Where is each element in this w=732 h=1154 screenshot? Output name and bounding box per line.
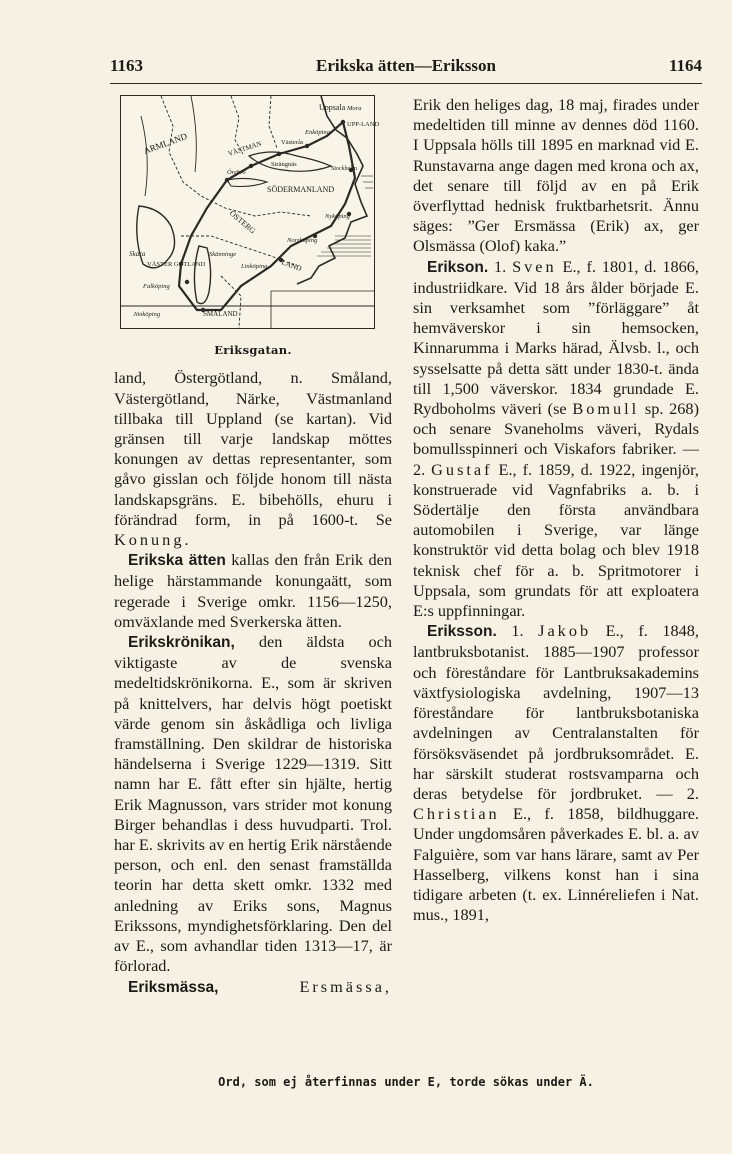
paragraph-text: land, Östergötland, n. Småland, Västergötland, Närke, Västmanland tillbaka till Uppland (se kartan). Vid gränsen till varje landskap möttes konungen av dettas representanter, som gåvo gisslan och följde honom till nästa landskapsgräns. E. bibehölls, ehuru i förändrad form, in på 1600-t. Se	[114, 368, 392, 529]
map-label: Nyköping	[325, 213, 350, 220]
page-footer-note: Ord, som ej återfinnas under E, torde sökas under Ä.	[218, 1075, 594, 1089]
entry-keyword: Eriksson.	[427, 623, 497, 641]
paragraph: Erik den heliges dag, 18 maj, firades under medeltiden till minne av dennes död 1160. I Uppsala hölls till 1895 en marknad vid E. Runstavarna ange dagen med krona och ax, det senare till följd av en på Erik överflyttad hednisk fruktbarhetsrit. Ännu säges: ”Ger Ersmässa (Erik) ax, ger Olsmässa (Olof) kaka.”	[413, 95, 699, 256]
cross-reference: Ersmässa,	[299, 976, 392, 996]
map-label: Uppsala	[319, 103, 346, 112]
entry-text: sp. 268) och senare Svaneholms väveri, Rydals bomullsspinneri och Viskafors fabriker. — 2.	[413, 399, 699, 479]
map-label: Skara	[129, 250, 146, 258]
person-name: Christian	[413, 804, 500, 824]
entry-keyword: Erikson.	[427, 258, 489, 276]
map-label: Strängnäs	[271, 161, 297, 168]
entry-keyword: Eriksmässa,	[128, 978, 219, 996]
entry-keyword: Erikskrönikan,	[128, 634, 235, 652]
entry-text: kallas den från Erik den helige härstammande konungaätt, som regerade i Sverige omkr. 1156—1250, omväxlande med Sverkerska ätten.	[114, 550, 393, 631]
map-label: VÄSTMAN	[227, 139, 263, 158]
entry-text: 1.	[496, 621, 539, 641]
header-rule	[110, 83, 702, 84]
map-label: ARMLAND	[142, 130, 189, 156]
entry-text: 1.	[488, 256, 513, 276]
map-label: Örebro	[227, 169, 246, 176]
entry-text: den äldsta och viktigaste av de svenska medeltidskrönikorna. E., som är skriven på knittelvers, har delvis högt poetiskt värde genom sin åskådliga och livliga framställning. Den skildrar de historiska händelserna i Sverige 1229—1319. Sitt namn har E. fått efter sin hjälte, hertig Erik Magnusson, vars strider mot konung Birger behandlas i dess huvudparti. Trol. har E. skrivits av en hertig Erik närstående person, och enl. den senast framställda teorin har detta skett omkr. 1332 med anledning av Eriks sons, Magnus Erikssons, myndighetsförklaring. Den del av E., som avhandlar tiden 1313—17, är förlorad.	[114, 632, 392, 976]
page-number-left: 1163	[110, 56, 144, 75]
page-number-right: 1164	[668, 56, 702, 75]
map-label: Skänninge	[209, 251, 237, 258]
map-label: Falköping	[143, 283, 170, 290]
paragraph	[114, 368, 392, 550]
map-label: Västerås	[281, 139, 304, 146]
entry-text: E., f. 1858, bildhuggare. Under ungdomsåren påverkades E. bl. a. av Falguière, som var hans lärare, samt av Per Hasselberg, vilkens konst han i sina tidigare arbeten (t. ex. Linnéreliefen i Nat. mus., 1891,	[413, 804, 699, 925]
person-name: Jakob	[538, 621, 592, 641]
map-label: VÄSTER GÖTLAND	[147, 261, 206, 268]
page-header	[110, 56, 702, 82]
entry-text: E., f. 1848, lantbruksbotanist. 1885—1907 professor och föreståndare för Lantbruksakademins växtfysiologiska avdelning, 1907—13 föreståndare för lantbruksbotaniska avdelningen av Centralanstalten för försöksväsendet på jordbruksområdet. E. har särskilt studerat rostsvamparna och deras betydelse för jordbruket. — 2.	[413, 621, 700, 803]
map-label: Enköping	[305, 129, 330, 136]
right-column	[413, 95, 699, 925]
entry-eriksmassa	[114, 977, 392, 998]
map-label: Mora	[347, 105, 362, 112]
map-label: Stockholm	[331, 166, 358, 172]
map-label: SMÅLAND	[203, 310, 238, 318]
map-label: Linköping	[241, 263, 268, 270]
person-name: Sven	[512, 256, 557, 276]
entry-eriksson	[413, 621, 699, 925]
entry-keyword: Erikska ätten	[128, 552, 226, 570]
map-label: Jönköping	[133, 311, 161, 318]
map-label: UPP-LAND	[347, 121, 380, 128]
header-title: Erikska ätten—Eriksson	[316, 56, 496, 75]
entry-text: E., f. 1859, d. 1922, ingenjör, konstruerade vid Vagnfabriks a. b. i Södertälje den första användbara automobilen i Sverige, var länge konstruktör vid detta bolag och blev 1918 teknisk chef för a. b. Spritmotorer i Uppsala, som grundats för att exploatera E:s uppfinningar.	[413, 459, 700, 621]
eriksgatan-map	[120, 95, 380, 329]
map-label: LAND	[280, 257, 303, 274]
cross-reference: Konung.	[114, 530, 192, 550]
entry-erikson	[413, 257, 699, 622]
person-name: Gustaf	[431, 459, 493, 479]
cross-reference: Bomull	[572, 399, 640, 419]
map-label: ÖSTERG	[227, 208, 258, 236]
left-column	[114, 95, 392, 998]
map-label: SÖDERMANLAND	[267, 185, 335, 194]
map-caption: Eriksgatan.	[214, 343, 292, 358]
entry-text: E., f. 1801, d. 1866, industriidkare. Vid 18 års ålder började E. sin verksamhet som ”förläggare” åt hemväverskor i sin hemsocken, Kinnarumma i Marks härad, Älvsb. l., och sysselsatte på detta sätt under 1830-t. ända till 1,500 väverskor. 1834 grundade E. Rydboholms väveri (se	[413, 256, 700, 419]
entry-erikska-atten	[114, 550, 392, 632]
map-label: Norrköping	[287, 237, 318, 244]
entry-erikskronikan	[114, 632, 392, 976]
